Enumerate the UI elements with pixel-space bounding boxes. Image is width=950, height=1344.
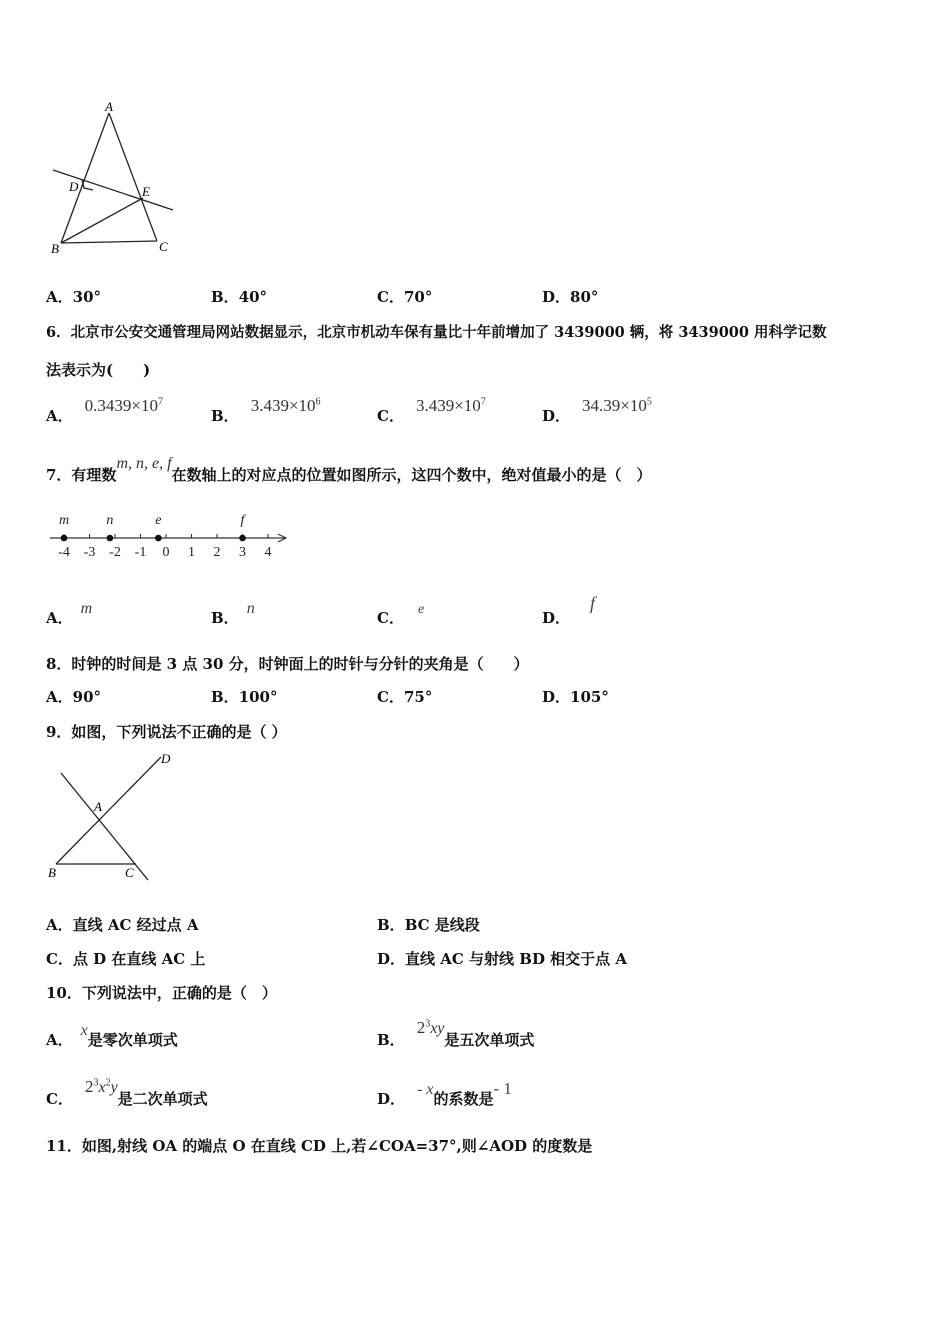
q8-option-c[interactable]: C．75° [377, 688, 433, 706]
label-E: E [142, 184, 150, 199]
q8-option-d[interactable]: D．105° [542, 688, 609, 706]
q8-stem: 8．时钟的时间是 3 点 30 分，时钟面上的时针与分针的夹角是（ ） [46, 655, 529, 673]
number-line-point-label: m [58, 513, 70, 528]
q6-option-c[interactable]: C．$3.439\times 10^7$ [377, 396, 486, 425]
q7-option-a[interactable]: A．m [46, 600, 93, 627]
label-D: D [161, 751, 171, 766]
q5-option-d[interactable]: D．80° [542, 288, 599, 306]
q7-option-c[interactable]: C． e [377, 602, 425, 627]
q5-option-c[interactable]: C．70° [377, 288, 433, 306]
number-line-tick-label: 4 [264, 545, 272, 560]
number-line-point-n [107, 535, 114, 542]
number-line-point-label: e [155, 513, 162, 528]
number-line-tick-label: -2 [109, 545, 121, 560]
number-line-point-m [61, 535, 68, 542]
number-line-tick-label: -3 [83, 545, 96, 560]
q6-option-b[interactable]: B．$3.439\times 10^6$ [211, 396, 321, 425]
q10-stem: 10．下列说法中，正确的是（ ） [46, 984, 277, 1002]
number-line-tick-label: 2 [213, 545, 221, 560]
q10-option-c[interactable]: C．$2^3x^2y$是二次单项式 [46, 1077, 208, 1108]
q9-stem: 9．如图，下列说法不正确的是（ ） [46, 723, 287, 741]
label-C: C [125, 865, 134, 880]
label-B: B [51, 241, 59, 256]
q7-option-d[interactable]: D．f [542, 593, 596, 627]
label-D: D [69, 179, 79, 194]
q10-option-b[interactable]: B．$2^3xy$是五次单项式 [377, 1018, 535, 1049]
label-A: A [94, 799, 102, 814]
q5-option-a[interactable]: A．30° [46, 288, 102, 306]
q6-stem-line1: 6．北京市公安交通管理局网站数据显示，北京市机动车保有量比十年前增加了 3439000 辆，将 3439000 用科学记数 [46, 324, 827, 341]
number-line-point-label: n [106, 513, 114, 528]
q10-option-d[interactable]: D．- x的系数是- 1 [377, 1079, 512, 1108]
label-A: A [105, 99, 113, 114]
q6-option-d[interactable]: D．$34.39\times 10^5$ [542, 396, 652, 425]
number-line-tick-label: 3 [239, 545, 246, 560]
number-line-point-e [155, 535, 162, 542]
lines-figure-q9 [45, 750, 185, 885]
q7-stem: 7．有理数m, n, e, f在数轴上的对应点的位置如图所示，这四个数中，绝对值最小的是（ ） [46, 455, 652, 484]
q9-option-d[interactable]: D．直线 AC 与射线 BD 相交于点 A [377, 950, 628, 968]
q9-option-c[interactable]: C．点 D 在直线 AC 上 [46, 950, 206, 968]
q6-option-a[interactable]: A．$0.3439\times 10^7$ [46, 396, 163, 425]
triangle-figure-q5 [45, 95, 185, 260]
label-C: C [159, 239, 168, 254]
q8-option-a[interactable]: A．90° [46, 688, 102, 706]
q8-option-b[interactable]: B．100° [211, 688, 278, 706]
q5-option-b[interactable]: B．40° [211, 288, 268, 306]
q9-option-b[interactable]: B．BC 是线段 [377, 916, 480, 934]
q10-option-a[interactable]: A．x是零次单项式 [46, 1022, 178, 1049]
q6-stem-line2: 法表示为( ) [46, 361, 151, 379]
number-line-tick-label: 1 [188, 545, 195, 560]
q9-option-a[interactable]: A．直线 AC 经过点 A [46, 916, 199, 934]
q7-option-b[interactable]: B．n [211, 600, 255, 627]
number-line-point-label: f [240, 513, 245, 528]
label-B: B [48, 865, 56, 880]
number-line-q7 [45, 508, 295, 563]
number-line-tick-label: 0 [162, 545, 170, 560]
q11-stem: 11．如图,射线 OA 的端点 O 在直线 CD 上,若∠COA=37°,则∠AOD 的度数是 [46, 1137, 593, 1155]
number-line-tick-label: -4 [58, 545, 70, 560]
number-line-point-f [239, 535, 246, 542]
number-line-tick-label: -1 [134, 545, 147, 560]
